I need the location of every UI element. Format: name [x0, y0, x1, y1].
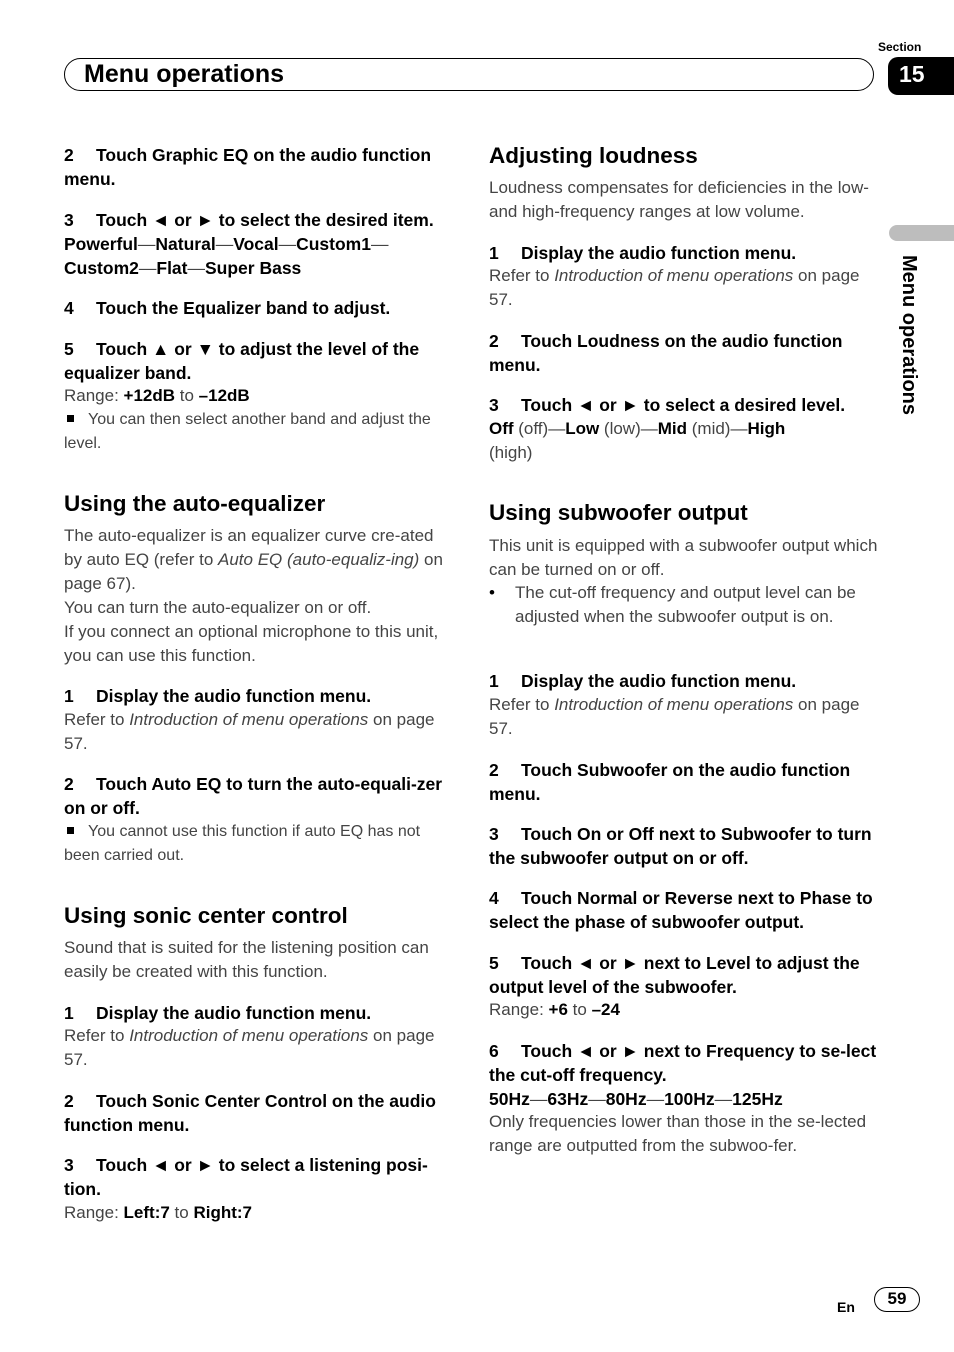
note-square-icon	[67, 415, 74, 422]
loudness-step-3: 3 Touch ◄ or ► to select a desired level.	[489, 395, 846, 415]
auto-eq-step-1-ref: Refer to Introduction of menu operations on page 57.	[64, 710, 435, 753]
subwoofer-step-5: 5 Touch ◄ or ► next to Level to adjust the output level of the subwoofer.	[489, 953, 860, 997]
bullet-dot-icon: •	[489, 583, 495, 602]
subwoofer-step-2: 2 Touch Subwoofer on the audio function menu.	[489, 760, 851, 804]
auto-eq-step-1: 1 Display the audio function menu.	[64, 686, 372, 706]
subwoofer-step-6: 6 Touch ◄ or ► next to Frequency to se-lect the cut-off frequency. 50Hz—63Hz—80Hz—100Hz—125Hz	[489, 1041, 877, 1109]
subwoofer-step-4: 4 Touch Normal or Reverse next to Phase to select the phase of subwoofer output.	[489, 888, 873, 932]
heading-loudness: Adjusting loudness	[489, 143, 698, 168]
loudness-step-1-ref: Refer to Introduction of menu operations on page 57.	[489, 266, 860, 309]
eq-range: Range: +12dB to –12dB	[64, 386, 250, 405]
subwoofer-frequency-note: Only frequencies lower than those in the se-lected range are outputted from the subwoo-fer.	[489, 1112, 867, 1155]
page-number: 59	[874, 1287, 920, 1312]
loudness-step-1: 1 Display the audio function menu.	[489, 243, 797, 263]
section-number: 15	[888, 57, 954, 95]
eq-step-5: 5 Touch ▲ or ▼ to adjust the level of the equalizer band.	[64, 339, 420, 383]
eq-step-2: 2 Touch Graphic EQ on the audio function menu.	[64, 145, 432, 189]
auto-eq-step-2: 2 Touch Auto EQ to turn the auto-equali-zer on or off.	[64, 774, 443, 818]
sonic-step-3: 3 Touch ◄ or ► to select a listening posi-tion.	[64, 1155, 428, 1199]
sonic-step-2: 2 Touch Sonic Center Control on the audio function menu.	[64, 1091, 436, 1135]
page-title: Menu operations	[84, 60, 285, 88]
heading-sonic-center: Using sonic center control	[64, 903, 348, 928]
eq-preset-list: Powerful—Natural—Vocal—Custom1— Custom2—Flat—Super Bass	[64, 234, 389, 278]
subwoofer-step-1-ref: Refer to Introduction of menu operations on page 57.	[489, 695, 860, 738]
sonic-intro: Sound that is suited for the listening position can easily be created with this function.	[64, 938, 429, 981]
loudness-intro: Loudness compensates for deficiencies in the low- and high-frequency ranges at low volume.	[489, 178, 869, 221]
loudness-levels: Off (off)—Low (low)—Mid (mid)—High (high)	[489, 419, 786, 462]
sonic-step-1-ref: Refer to Introduction of menu operations on page 57.	[64, 1026, 435, 1069]
auto-eq-reference: Auto EQ (auto-equaliz-ing)	[218, 550, 420, 569]
subwoofer-step-3: 3 Touch On or Off next to Subwoofer to turn the subwoofer output on or off.	[489, 824, 872, 868]
eq-step-4: 4 Touch the Equalizer band to adjust.	[64, 298, 391, 318]
subwoofer-level-range: Range: +6 to –24	[489, 1000, 620, 1019]
footer-language: En	[837, 1299, 855, 1315]
eq-step-3: 3 Touch ◄ or ► to select the desired item. Powerful—Natural—Vocal—Custom1— Custom2—Flat—Super Bass	[64, 210, 434, 278]
auto-eq-intro: The auto-equalizer is an equalizer curve cre-ated by auto EQ (refer to Auto EQ (auto-equaliz-ing) on page 67). You can turn the auto-equalizer on or off. If you connect an optional microphone to this unit, you can use this function.	[64, 526, 443, 665]
subwoofer-intro: This unit is equipped with a subwoofer output which can be turned on or off.	[489, 536, 878, 579]
sonic-step-1: 1 Display the audio function menu.	[64, 1003, 372, 1023]
subwoofer-bullet: • The cut-off frequency and output level can be adjusted when the subwoofer output is on.	[489, 583, 856, 626]
eq-note: You can then select another band and adjust the level.	[64, 411, 431, 452]
loudness-step-2: 2 Touch Loudness on the audio function menu.	[489, 331, 843, 375]
frequency-list: 50Hz—63Hz—80Hz—100Hz—125Hz	[489, 1089, 783, 1109]
side-tab-marker	[889, 225, 954, 241]
note-square-icon	[67, 827, 74, 834]
sonic-range: Range: Left:7 to Right:7	[64, 1203, 252, 1222]
auto-eq-note: You cannot use this function if auto EQ has not been carried out.	[64, 823, 421, 864]
subwoofer-step-1: 1 Display the audio function menu.	[489, 671, 797, 691]
heading-auto-eq: Using the auto-equalizer	[64, 491, 326, 516]
heading-subwoofer: Using subwoofer output	[489, 500, 748, 525]
section-label: Section	[878, 40, 922, 54]
side-tab-label: Menu operations	[898, 255, 920, 416]
